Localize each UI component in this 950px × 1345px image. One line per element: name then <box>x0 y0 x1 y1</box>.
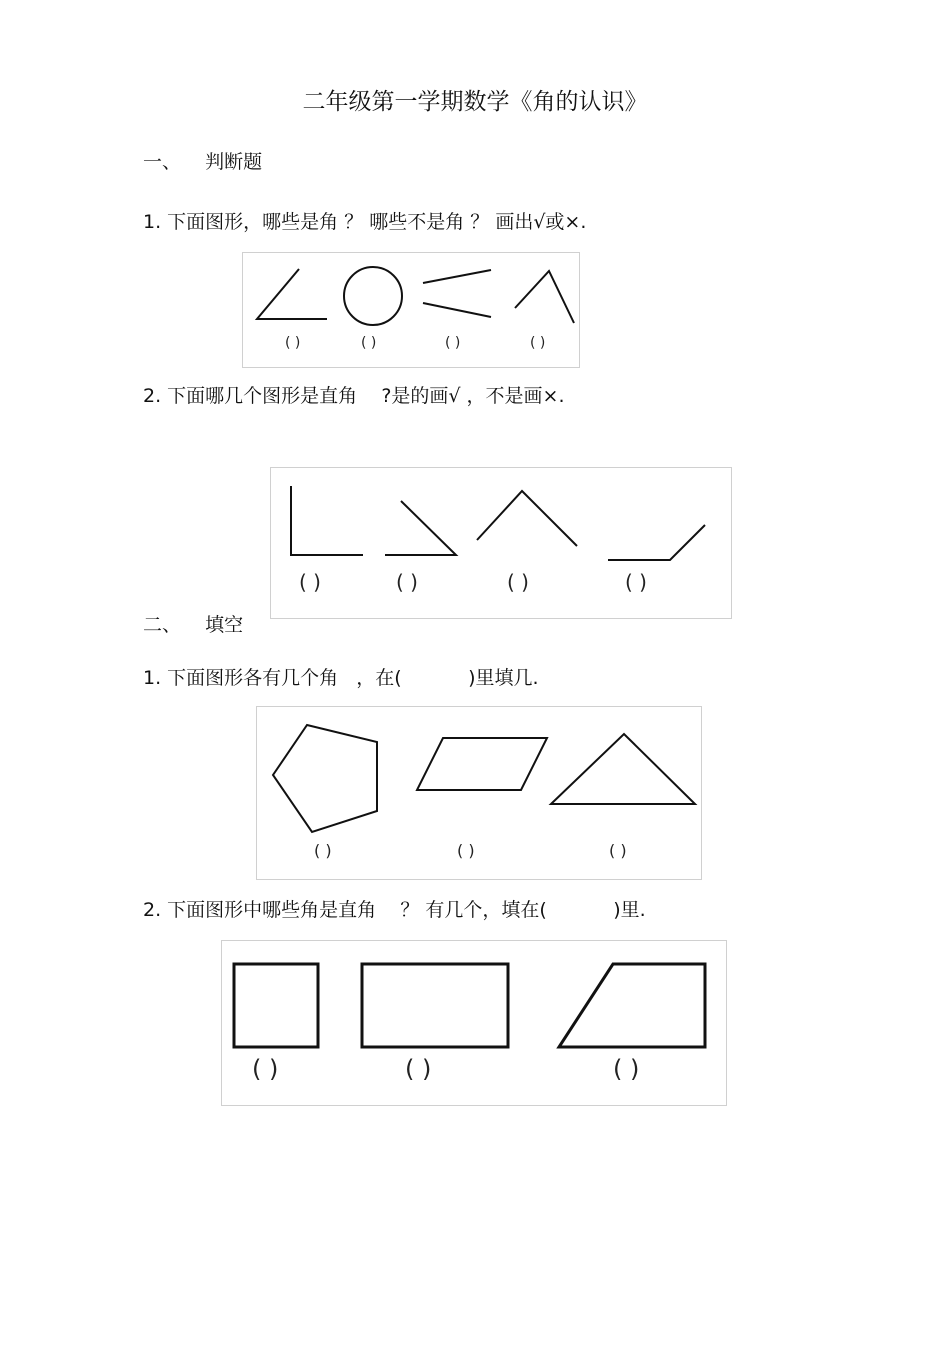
answer-blank[interactable]: ( ) <box>445 335 461 351</box>
answer-blank[interactable]: ( ) <box>507 570 529 594</box>
trapezoid-shape <box>559 964 705 1047</box>
acute-angle-shape <box>385 501 456 555</box>
figure-count-right-angles <box>221 940 727 1106</box>
section-heading-fill: 二、 填空 <box>143 614 244 636</box>
open-lines-top <box>423 270 491 283</box>
figure-right-angle-identification <box>270 467 732 619</box>
answer-blank[interactable]: ( ) <box>625 570 647 594</box>
answer-blank[interactable]: ( ) <box>613 1055 640 1083</box>
obtuse-angle-shape <box>477 491 577 546</box>
square-shape <box>234 964 318 1047</box>
figure-count-angles <box>256 706 702 880</box>
section-heading-judgment: 一、 判断题 <box>143 151 263 173</box>
answer-blank[interactable]: ( ) <box>530 335 546 351</box>
right-angle-shape <box>291 486 363 555</box>
page-title: 二年级第一学期数学《角的认识》 <box>302 89 648 115</box>
answer-blank[interactable]: ( ) <box>609 841 627 860</box>
parallelogram-shape <box>417 738 547 790</box>
triangle-shape <box>551 734 695 804</box>
open-lines-bottom <box>423 303 491 317</box>
answer-blank[interactable]: ( ) <box>252 1055 279 1083</box>
angle-shape-2 <box>515 271 574 323</box>
pentagon-shape <box>273 725 377 832</box>
figure-angle-identification <box>242 252 580 368</box>
angle-shape <box>257 269 327 319</box>
answer-blank[interactable]: ( ) <box>299 570 321 594</box>
question-2-2: 2. 下面图形中哪些角是直角 ？ 有几个，填在( )里. <box>143 899 646 921</box>
answer-blank[interactable]: ( ) <box>314 841 332 860</box>
answer-blank[interactable]: ( ) <box>361 335 377 351</box>
circle-shape <box>344 267 402 325</box>
rectangle-shape <box>362 964 508 1047</box>
question-2-1: 1. 下面图形各有几个角 ，在( )里填几. <box>143 667 539 689</box>
figure-4-drawing <box>222 941 726 1105</box>
question-1-2: 2. 下面哪几个图形是直角 ?是的画√ ，不是画×. <box>143 385 565 407</box>
answer-blank[interactable]: ( ) <box>396 570 418 594</box>
figure-2-drawing <box>271 468 731 618</box>
question-1-1: 1. 下面图形，哪些是角 ？ 哪些不是角 ？ 画出√或×. <box>143 211 587 233</box>
answer-blank[interactable]: ( ) <box>405 1055 432 1083</box>
answer-blank[interactable]: ( ) <box>285 335 301 351</box>
obtuse-angle-shape-2 <box>608 525 705 560</box>
answer-blank[interactable]: ( ) <box>457 841 475 860</box>
